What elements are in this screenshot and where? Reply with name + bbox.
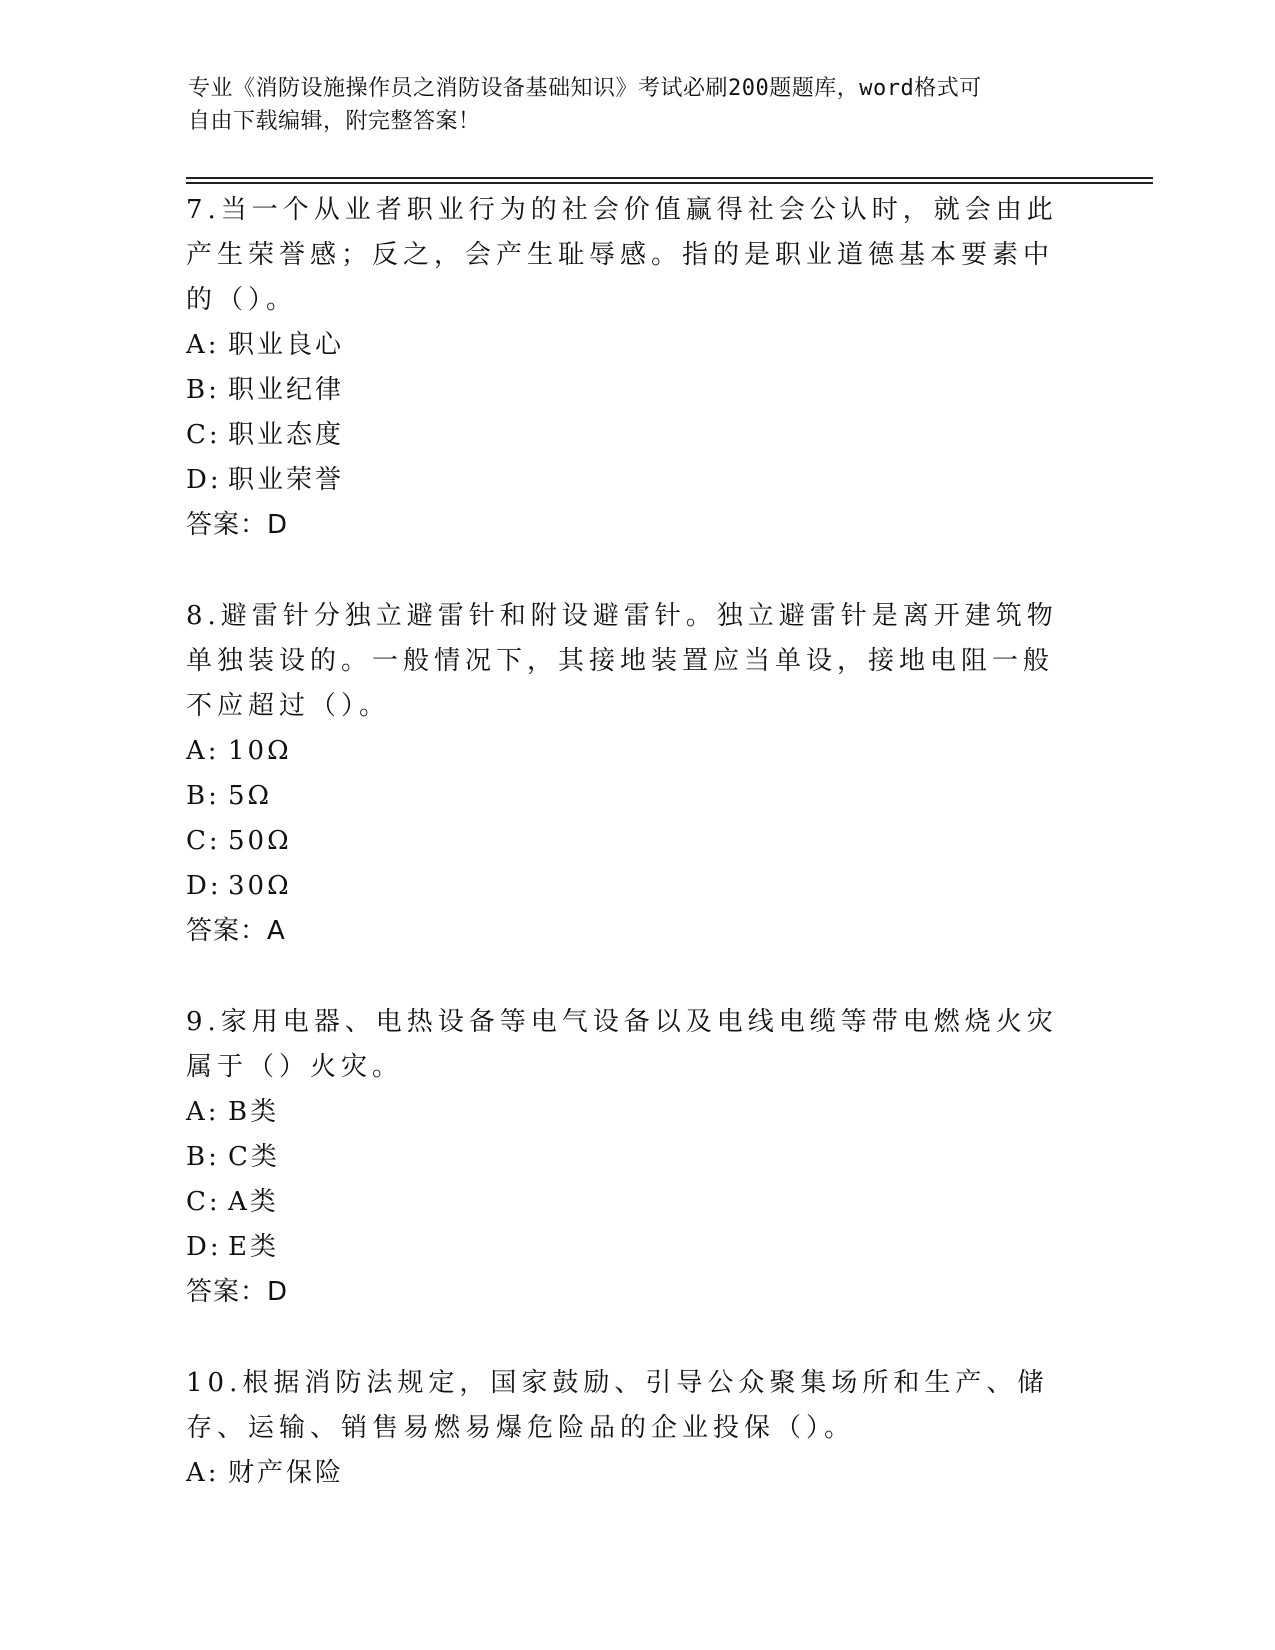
option-letter: B: bbox=[186, 375, 220, 405]
option-text: 5Ω bbox=[228, 781, 273, 811]
option-text: C类 bbox=[228, 1142, 280, 1172]
option-a bbox=[186, 1451, 1086, 1496]
option-c bbox=[186, 1180, 1086, 1225]
option-text: 职业纪律 bbox=[228, 375, 345, 405]
option-text: 职业荣誉 bbox=[228, 465, 345, 495]
question-block bbox=[186, 1361, 1086, 1496]
answer-line: 答案：D bbox=[186, 1277, 289, 1307]
question-text: 9.家用电器、电热设备等电气设备以及电线电缆等带电燃烧火灾属于（）火灾。 bbox=[186, 1007, 1058, 1082]
option-letter: B: bbox=[186, 781, 220, 811]
question-list bbox=[186, 188, 1086, 1542]
option-letter: C: bbox=[186, 1187, 221, 1217]
option-letter: C: bbox=[186, 826, 221, 856]
option-letter: C: bbox=[186, 420, 221, 450]
option-letter: A: bbox=[186, 330, 220, 360]
option-letter: D: bbox=[186, 465, 222, 495]
option-letter: A: bbox=[186, 1097, 220, 1127]
option-c bbox=[186, 413, 1086, 458]
option-text: 职业态度 bbox=[228, 420, 345, 450]
question-text: 10.根据消防法规定，国家鼓励、引导公众聚集场所和生产、储存、运输、销售易燃易爆危险品的企业投保（）。 bbox=[186, 1368, 1049, 1443]
document-header bbox=[188, 72, 1068, 138]
question-block bbox=[186, 188, 1086, 548]
header-divider-bottom bbox=[186, 182, 1153, 184]
option-d bbox=[186, 1225, 1086, 1270]
answer-line: 答案：D bbox=[186, 510, 289, 540]
option-b bbox=[186, 368, 1086, 413]
option-text: 职业良心 bbox=[228, 330, 345, 360]
option-text: 50Ω bbox=[228, 826, 292, 856]
option-letter: B: bbox=[186, 1142, 220, 1172]
option-c bbox=[186, 819, 1086, 864]
question-block bbox=[186, 594, 1086, 954]
header-divider-top bbox=[186, 177, 1153, 179]
option-a bbox=[186, 323, 1086, 368]
option-b bbox=[186, 1135, 1086, 1180]
option-text: 10Ω bbox=[228, 736, 292, 766]
option-letter: A: bbox=[186, 1458, 220, 1488]
option-letter: D: bbox=[186, 871, 222, 901]
option-a bbox=[186, 729, 1086, 774]
option-text: A类 bbox=[228, 1187, 279, 1217]
header-line-1: 专业《消防设施操作员之消防设备基础知识》考试必刷200题题库，word格式可 bbox=[188, 76, 982, 101]
option-text: E类 bbox=[228, 1232, 279, 1262]
option-b bbox=[186, 774, 1086, 819]
answer-line: 答案：A bbox=[186, 916, 286, 946]
option-a bbox=[186, 1090, 1086, 1135]
header-line-2: 自由下载编辑，附完整答案！ bbox=[188, 109, 481, 134]
option-text: B类 bbox=[228, 1097, 280, 1127]
option-d bbox=[186, 458, 1086, 503]
option-text: 30Ω bbox=[228, 871, 292, 901]
option-letter: A: bbox=[186, 736, 220, 766]
option-letter: D: bbox=[186, 1232, 222, 1262]
option-d bbox=[186, 864, 1086, 909]
question-block bbox=[186, 1000, 1086, 1315]
option-text: 财产保险 bbox=[228, 1458, 345, 1488]
question-text: 7.当一个从业者职业行为的社会价值赢得社会公认时，就会由此产生荣誉感；反之，会产生耻辱感。指的是职业道德基本要素中的（）。 bbox=[186, 195, 1058, 315]
question-text: 8.避雷针分独立避雷针和附设避雷针。独立避雷针是离开建筑物单独装设的。一般情况下，其接地装置应当单设，接地电阻一般不应超过（）。 bbox=[186, 601, 1058, 721]
